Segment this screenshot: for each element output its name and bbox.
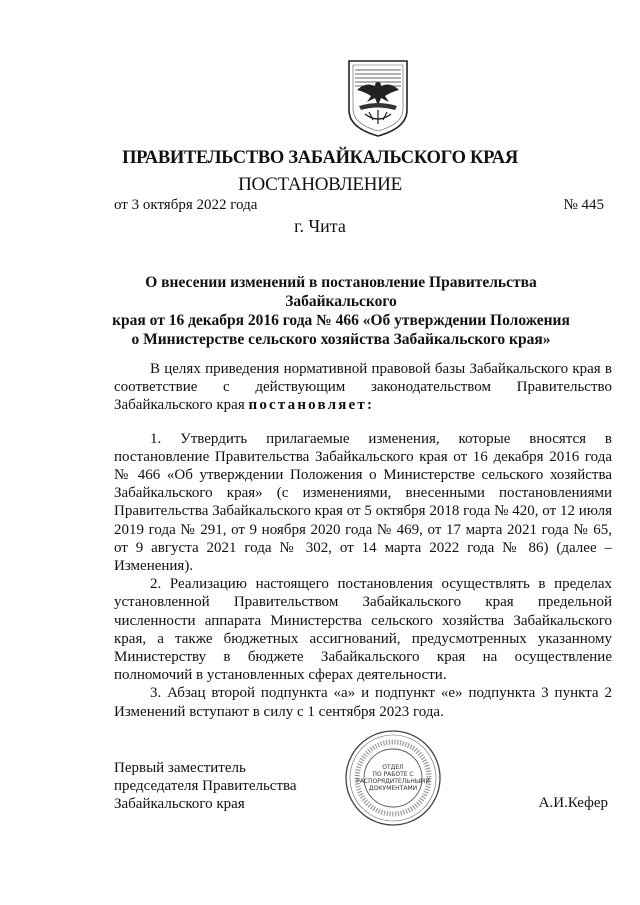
preamble-text: В целях приведения нормативной правовой базы Забайкальского края в соответствие с действующим законодательством Правительство Забайкальского края xyxy=(114,361,612,414)
heading-line: о Министерстве сельского хозяйства Забайкальского края» xyxy=(131,331,551,348)
preamble-paragraph xyxy=(114,360,612,415)
signatory-line: Первый заместитель xyxy=(114,760,246,776)
signatory-line: Забайкальского края xyxy=(114,796,245,813)
resolves-word: постановляет: xyxy=(248,397,375,414)
document-date: от 3 октября 2022 года xyxy=(114,197,258,213)
item-2-paragraph: 2. Реализацию настоящего постановления осуществлять в пределах установленной Правительством Забайкальского края предельной численности аппарата Министерства сельского хозяйства Забайкальского края, а также бюджетных ассигнований, предусмотренных указанному Министерству в бюджете Забайкальского края на осуществление полномочий в установленных сферах деятельности. xyxy=(114,576,612,684)
stamp-center-text xyxy=(343,728,443,828)
document-heading xyxy=(100,273,582,349)
document-city: г. Чита xyxy=(294,216,346,236)
signatory-line: председателя Правительства xyxy=(114,778,297,795)
item-3-paragraph: 3. Абзац второй подпункта «а» и подпункт «е» подпункта 3 пункта 2 Изменений вступают в силу с 1 сентября 2023 года. xyxy=(114,685,612,720)
stamp-line: РАСПОРЯДИТЕЛЬНЫМИ xyxy=(356,778,430,785)
heading-line: края от 16 декабря 2016 года № 466 «Об утверждении Положения xyxy=(112,312,570,329)
signatory-position xyxy=(114,759,297,814)
heading-line: О внесении изменений в постановление Правительства Забайкальского xyxy=(145,274,537,310)
stamp-line: ДОКУМЕНТАМИ xyxy=(368,785,418,792)
stamp-line: ПО РАБОТЕ С xyxy=(372,771,414,778)
document-body xyxy=(114,360,612,721)
official-stamp xyxy=(343,728,443,828)
document-type: ПОСТАНОВЛЕНИЕ xyxy=(238,174,402,195)
stamp-line: ОТДЕЛ xyxy=(382,764,404,771)
government-title: ПРАВИТЕЛЬСТВО ЗАБАЙКАЛЬСКОГО КРАЯ xyxy=(122,148,518,168)
signatory-name: А.И.Кефер xyxy=(538,795,608,811)
coat-of-arms-emblem xyxy=(345,58,411,138)
document-number: № 445 xyxy=(563,197,604,213)
item-1-paragraph: 1. Утвердить прилагаемые изменения, которые вносятся в постановление Правительства Забайкальского края от 16 декабря 2016 года № 466 «Об утверждении Положения о Министерстве сельского хозяйства Забайкальского края» (с изменениями, внесенными постановлениями Правительства Забайкальского края от 5 октября 2018 года № 420, от 12 июля 2019 года № 291, от 9 ноября 2020 года № 469, от 17 марта 2021 года № 65, от 9 августа 2021 года № 302, от 14 марта 2022 года № 86) (далее – Изменения). xyxy=(114,430,612,575)
